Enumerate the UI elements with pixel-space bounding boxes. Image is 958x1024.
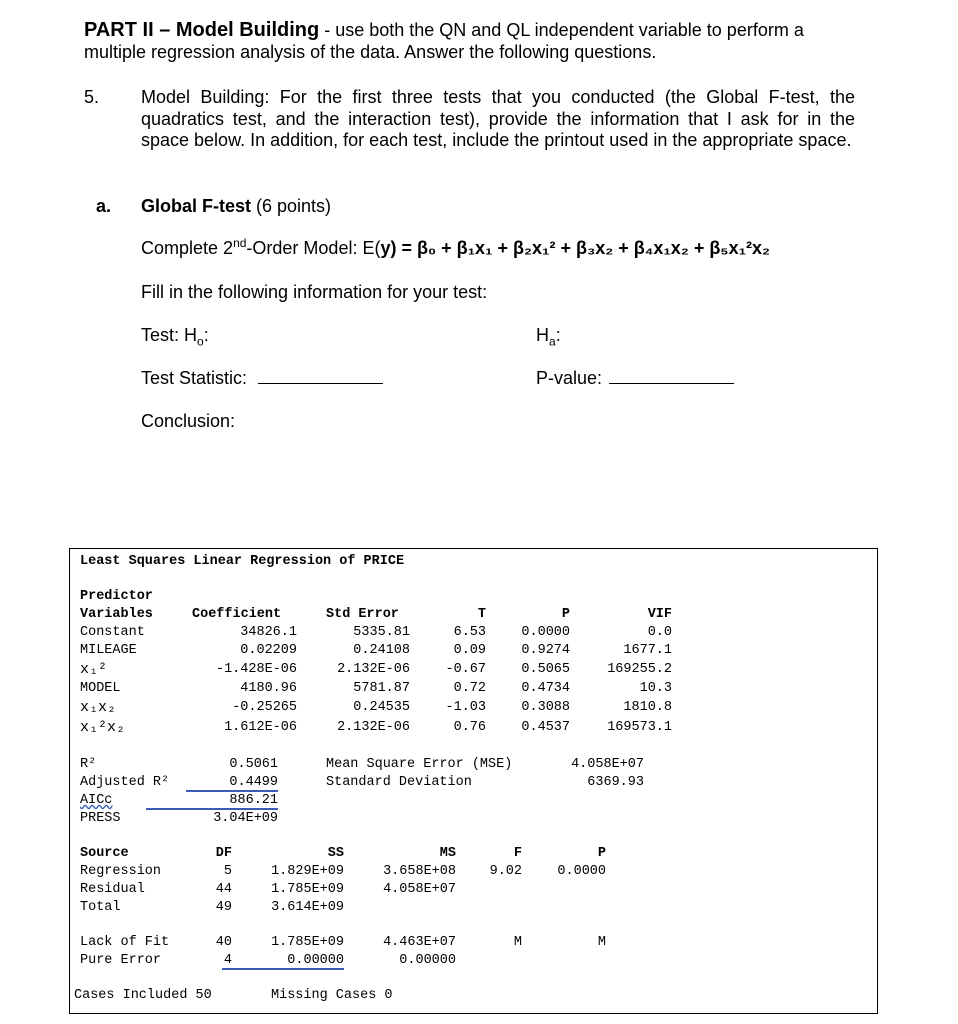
p-value: 0.9274	[521, 643, 570, 658]
t-value: 0.76	[453, 720, 486, 735]
anova-header-df: DF	[215, 846, 232, 861]
aicc-value: 886.21	[229, 793, 278, 808]
predictor-name: x₁²x₂	[80, 719, 126, 736]
sd-value: 6369.93	[587, 775, 644, 790]
predictor-name: x₁x₂	[80, 699, 117, 716]
t-value: 0.09	[453, 643, 486, 658]
part-heading	[84, 19, 804, 42]
anova-source: Regression	[80, 864, 162, 879]
question-number: 5.	[84, 87, 100, 107]
vif-value: 0.0	[647, 625, 672, 640]
r2-value: 0.5061	[229, 757, 278, 772]
coefficient-value: 4180.96	[240, 681, 297, 696]
anova-ms: 4.058E+07	[383, 882, 456, 897]
p-value: 0.3088	[521, 700, 570, 715]
null-hypothesis-label	[141, 325, 209, 349]
header-t: T	[477, 607, 486, 622]
sd-label: Standard Deviation	[326, 775, 472, 790]
press-label: PRESS	[80, 811, 121, 826]
missing-cases: Missing Cases 0	[271, 988, 393, 1003]
aicc-label: AICc	[80, 793, 113, 808]
printout-title: Least Squares Linear Regression of PRICE	[80, 554, 405, 569]
pvalue-row	[536, 368, 734, 389]
subquestion-title	[141, 196, 331, 217]
t-value: -0.67	[445, 662, 486, 677]
press-value: 3.04E+09	[213, 811, 278, 826]
predictor-name: Constant	[80, 625, 145, 640]
part-label: PART II	[84, 19, 154, 41]
ha-label: H	[536, 325, 549, 345]
header-coefficient: Coefficient	[192, 607, 282, 622]
anova-df: 5	[223, 864, 232, 879]
header-p: P	[561, 607, 570, 622]
coefficient-value: 1.612E-06	[224, 720, 297, 735]
anova-f: 9.02	[489, 864, 522, 879]
std-error-value: 5781.87	[353, 681, 410, 696]
t-value: 0.72	[453, 681, 486, 696]
model-terms: ) = β₀ + β₁x₁ + β₂x₁² + β₃x₂ + β₄x₁x₂ + β₅x₁²x₂	[390, 238, 771, 258]
model-prefix: Complete 2	[141, 238, 234, 258]
header-variables: Variables	[80, 607, 153, 622]
anova-df: 44	[215, 882, 232, 897]
r2-label: R²	[80, 757, 97, 772]
coefficient-value: 0.02209	[240, 643, 297, 658]
vif-value: 10.3	[639, 681, 672, 696]
part-description-line2: multiple regression analysis of the data. Answer the following questions.	[84, 42, 657, 62]
mse-label: Mean Square Error (MSE)	[326, 757, 513, 772]
test-h-label: Test: H	[141, 325, 198, 345]
cases-included: Cases Included 50	[74, 988, 212, 1003]
p-value: 0.4734	[521, 681, 570, 696]
mse-value: 4.058E+07	[571, 757, 644, 772]
part-dash: –	[153, 19, 176, 41]
anova-header-ss: SS	[327, 846, 344, 861]
p-value: 0.5065	[521, 662, 570, 677]
coefficient-value: 34826.1	[240, 625, 297, 640]
lof-ms: 0.00000	[399, 953, 456, 968]
anova-df: 49	[215, 900, 232, 915]
anova-source: Residual	[80, 882, 145, 897]
test-statistic-blank[interactable]	[258, 369, 383, 384]
header-predictor: Predictor	[80, 589, 153, 604]
std-error-value: 0.24108	[353, 643, 410, 658]
lof-ss: 1.785E+09	[271, 935, 344, 950]
predictor-name: MILEAGE	[80, 643, 137, 658]
model-y: y	[380, 238, 391, 258]
conclusion-label: Conclusion:	[141, 411, 236, 431]
model-suffix: -Order Model: E(	[246, 238, 381, 258]
anova-header-source: Source	[80, 846, 129, 861]
anova-header-p: P	[597, 846, 606, 861]
std-error-value: 2.132E-06	[337, 662, 410, 677]
predictor-name: x₁²	[80, 661, 108, 678]
std-error-value: 2.132E-06	[337, 720, 410, 735]
lof-df: 40	[215, 935, 232, 950]
predictor-name: MODEL	[80, 681, 121, 696]
anova-ss: 3.614E+09	[271, 900, 344, 915]
global-f-test-label: Global F-test	[141, 196, 252, 216]
lof-f: M	[513, 935, 522, 950]
pvalue-label: P-value:	[536, 368, 603, 388]
std-error-value: 5335.81	[353, 625, 410, 640]
vif-value: 169255.2	[607, 662, 672, 677]
header-std-error: Std Error	[326, 607, 399, 622]
anova-ss: 1.829E+09	[271, 864, 344, 879]
lof-df: 4	[223, 953, 232, 968]
lof-ss: 0.00000	[287, 953, 344, 968]
anova-ms: 3.658E+08	[383, 864, 456, 879]
part-title: Model Building	[175, 19, 320, 41]
part-description: - use both the QN and QL independent variable to perform a	[319, 20, 804, 40]
t-value: -1.03	[445, 700, 486, 715]
anova-ss: 1.785E+09	[271, 882, 344, 897]
t-value: 6.53	[453, 625, 486, 640]
anova-header-f: F	[513, 846, 522, 861]
model-sup: nd	[233, 236, 247, 250]
p-value: 0.0000	[521, 625, 570, 640]
pvalue-blank[interactable]	[609, 369, 734, 384]
test-statistic-row	[141, 368, 383, 389]
pure-error-underline	[222, 968, 344, 970]
lof-source: Pure Error	[80, 953, 162, 968]
ha-sub: a	[549, 334, 556, 349]
anova-header-ms: MS	[439, 846, 456, 861]
header-vif: VIF	[647, 607, 672, 622]
alt-hypothesis-label	[536, 325, 561, 349]
lof-ms: 4.463E+07	[383, 935, 456, 950]
lof-p: M	[597, 935, 606, 950]
p-value: 0.4537	[521, 720, 570, 735]
anova-source: Total	[80, 900, 121, 915]
subquestion-letter: a.	[96, 196, 112, 216]
vif-value: 169573.1	[607, 720, 672, 735]
question-text: Model Building: For the first three tests that you conducted (the Global F-test, the quadratics test, and the interaction test), provide the information that I ask for in the space below. In addition, for each test, include the printout used in the appropriate space.	[141, 87, 855, 150]
points-label: (6 points)	[251, 196, 332, 216]
anova-p: 0.0000	[557, 864, 606, 879]
adjusted-r2-label: Adjusted R²	[80, 775, 170, 790]
vif-value: 1810.8	[623, 700, 672, 715]
coefficient-value: -0.25265	[232, 700, 297, 715]
coefficient-value: -1.428E-06	[215, 662, 297, 677]
adjusted-r2-value: 0.4499	[229, 775, 278, 790]
test-statistic-label: Test Statistic:	[141, 368, 248, 388]
lof-source: Lack of Fit	[80, 935, 170, 950]
h0-colon: :	[203, 325, 209, 345]
h0-sub: o	[197, 334, 204, 349]
ha-colon: :	[555, 325, 561, 345]
model-equation	[141, 238, 770, 259]
fill-in-instructions: Fill in the following information for your test:	[141, 282, 488, 302]
std-error-value: 0.24535	[353, 700, 410, 715]
vif-value: 1677.1	[623, 643, 672, 658]
